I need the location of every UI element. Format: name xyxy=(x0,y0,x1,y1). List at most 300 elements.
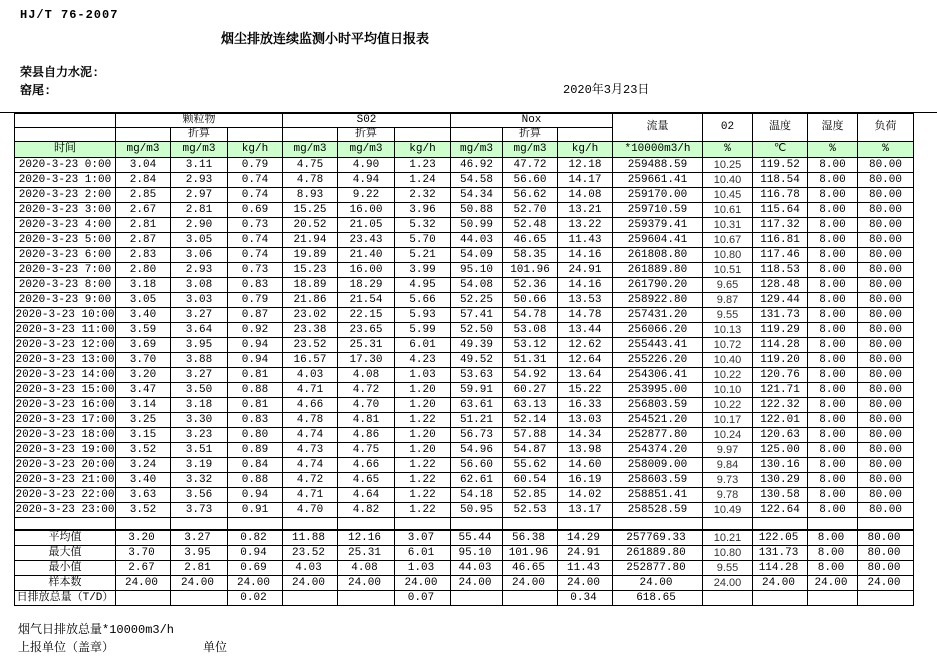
summary-row xyxy=(15,576,914,591)
value-cell: 80.00 xyxy=(858,263,914,278)
value-cell: 0.74 xyxy=(228,248,283,263)
value-cell: 254521.20 xyxy=(613,413,703,428)
company-name: 荣县自力水泥: xyxy=(20,66,100,80)
value-cell: 2.84 xyxy=(116,173,171,188)
pm-unit-mgm3: mg/m3 xyxy=(116,142,171,158)
emission-table xyxy=(14,113,914,606)
value-cell: 0.73 xyxy=(228,263,283,278)
value-cell: 9.65 xyxy=(703,278,753,293)
value-cell: 259661.41 xyxy=(613,173,703,188)
value-cell: 257431.20 xyxy=(613,308,703,323)
hourly-row xyxy=(15,203,914,218)
summary-label-cell: 样本数 xyxy=(15,576,116,591)
value-cell: 53.63 xyxy=(451,368,503,383)
value-cell: 8.00 xyxy=(808,173,858,188)
value-cell xyxy=(338,591,395,606)
value-cell: 46.92 xyxy=(451,158,503,173)
pm-conv-label: 折算 xyxy=(171,128,228,142)
value-cell: 1.22 xyxy=(395,488,451,503)
value-cell: 3.99 xyxy=(395,263,451,278)
value-cell: 0.88 xyxy=(228,383,283,398)
value-cell: 4.08 xyxy=(338,368,395,383)
value-cell: 116.81 xyxy=(753,233,808,248)
standard-code: HJ/T 76-2007 xyxy=(20,8,119,22)
value-cell: 8.00 xyxy=(808,263,858,278)
value-cell: 3.88 xyxy=(171,353,228,368)
value-cell: 24.00 xyxy=(753,576,808,591)
value-cell: 13.22 xyxy=(558,218,613,233)
time-cell: 2020-3-23 13:00 xyxy=(15,354,115,366)
value-cell: 8.00 xyxy=(808,530,858,546)
time-cell: 2020-3-23 14:00 xyxy=(15,369,115,381)
value-cell: 1.20 xyxy=(395,443,451,458)
value-cell: 8.00 xyxy=(808,473,858,488)
value-cell: 24.00 xyxy=(613,576,703,591)
value-cell: 10.61 xyxy=(703,203,753,218)
value-cell: 52.70 xyxy=(503,203,558,218)
empty-cell xyxy=(858,518,914,531)
value-cell: 6.01 xyxy=(395,546,451,561)
value-cell: 3.20 xyxy=(116,530,171,546)
value-cell: 80.00 xyxy=(858,203,914,218)
value-cell: 95.10 xyxy=(451,263,503,278)
group-load: 负荷 xyxy=(858,114,914,142)
value-cell: 8.00 xyxy=(808,561,858,576)
hourly-row xyxy=(15,188,914,203)
group-so2: S02 xyxy=(283,114,451,128)
value-cell: 4.70 xyxy=(283,503,338,518)
value-cell: 10.22 xyxy=(703,368,753,383)
value-cell: 3.06 xyxy=(171,248,228,263)
value-cell: 1.20 xyxy=(395,398,451,413)
value-cell: 3.05 xyxy=(171,233,228,248)
value-cell: 0.74 xyxy=(228,188,283,203)
value-cell: 13.21 xyxy=(558,203,613,218)
value-cell: 55.62 xyxy=(503,458,558,473)
value-cell: 101.96 xyxy=(503,546,558,561)
so2-unit-kgh: kg/h xyxy=(395,142,451,158)
time-cell: 2020-3-23 22:00 xyxy=(15,489,115,501)
value-cell: 5.21 xyxy=(395,248,451,263)
hourly-row xyxy=(15,383,914,398)
value-cell: 18.29 xyxy=(338,278,395,293)
value-cell: 259710.59 xyxy=(613,203,703,218)
value-cell: 24.00 xyxy=(451,576,503,591)
value-cell: 15.22 xyxy=(558,383,613,398)
value-cell: 80.00 xyxy=(858,458,914,473)
value-cell xyxy=(116,591,171,606)
value-cell: 4.94 xyxy=(338,173,395,188)
value-cell: 80.00 xyxy=(858,308,914,323)
group-flow: 流量 xyxy=(613,114,703,142)
value-cell: 4.75 xyxy=(283,158,338,173)
summary-label-cell: 平均值 xyxy=(15,530,116,546)
value-cell: 62.61 xyxy=(451,473,503,488)
value-cell: 12.18 xyxy=(558,158,613,173)
value-cell: 261889.80 xyxy=(613,546,703,561)
time-cell: 2020-3-23 20:00 xyxy=(15,459,115,471)
value-cell: 15.23 xyxy=(283,263,338,278)
value-cell: 0.69 xyxy=(228,203,283,218)
value-cell: 54.08 xyxy=(451,278,503,293)
value-cell: 54.09 xyxy=(451,248,503,263)
value-cell: 118.53 xyxy=(753,263,808,278)
value-cell: 0.02 xyxy=(228,591,283,606)
hourly-row xyxy=(15,398,914,413)
value-cell: 25.31 xyxy=(338,338,395,353)
value-cell: 9.87 xyxy=(703,293,753,308)
value-cell: 10.40 xyxy=(703,173,753,188)
value-cell: 5.66 xyxy=(395,293,451,308)
time-cell: 2020-3-23 21:00 xyxy=(15,474,115,486)
value-cell: 54.58 xyxy=(451,173,503,188)
value-cell: 24.91 xyxy=(558,546,613,561)
value-cell: 24.00 xyxy=(116,576,171,591)
value-cell: 80.00 xyxy=(858,488,914,503)
value-cell: 101.96 xyxy=(503,263,558,278)
summary-label-cell: 最小值 xyxy=(15,561,116,576)
empty-cell xyxy=(808,518,858,531)
value-cell: 3.95 xyxy=(171,546,228,561)
value-cell: 53.12 xyxy=(503,338,558,353)
value-cell: 0.91 xyxy=(228,503,283,518)
value-cell: 8.00 xyxy=(808,398,858,413)
value-cell: 128.48 xyxy=(753,278,808,293)
header-units-row xyxy=(15,142,914,158)
value-cell: 0.84 xyxy=(228,458,283,473)
value-cell: 16.19 xyxy=(558,473,613,488)
value-cell: 3.70 xyxy=(116,546,171,561)
value-cell: 10.10 xyxy=(703,383,753,398)
value-cell: 14.29 xyxy=(558,530,613,546)
value-cell: 3.95 xyxy=(171,338,228,353)
value-cell: 10.24 xyxy=(703,428,753,443)
value-cell: 52.48 xyxy=(503,218,558,233)
value-cell: 12.64 xyxy=(558,353,613,368)
time-cell: 2020-3-23 11:00 xyxy=(15,324,115,336)
value-cell xyxy=(451,591,503,606)
value-cell: 3.63 xyxy=(116,488,171,503)
value-cell: 4.66 xyxy=(283,398,338,413)
value-cell: 0.74 xyxy=(228,173,283,188)
time-cell: 2020-3-23 18:00 xyxy=(15,429,115,441)
value-cell: 11.43 xyxy=(558,233,613,248)
value-cell: 2.81 xyxy=(171,203,228,218)
value-cell: 51.31 xyxy=(503,353,558,368)
value-cell: 130.16 xyxy=(753,458,808,473)
value-cell: 24.00 xyxy=(558,576,613,591)
value-cell: 8.00 xyxy=(808,323,858,338)
value-cell: 63.13 xyxy=(503,398,558,413)
value-cell xyxy=(753,591,808,606)
value-cell: 44.03 xyxy=(451,561,503,576)
value-cell: 4.08 xyxy=(338,561,395,576)
value-cell: 80.00 xyxy=(858,323,914,338)
value-cell: 54.18 xyxy=(451,488,503,503)
empty-cell xyxy=(451,128,503,142)
value-cell: 5.70 xyxy=(395,233,451,248)
value-cell: 0.94 xyxy=(228,546,283,561)
value-cell: 80.00 xyxy=(858,293,914,308)
value-cell: 25.31 xyxy=(338,546,395,561)
value-cell: 52.50 xyxy=(451,323,503,338)
value-cell: 3.64 xyxy=(171,323,228,338)
time-cell: 2020-3-23 4:00 xyxy=(15,218,116,233)
empty-cell xyxy=(395,518,451,531)
value-cell: 52.25 xyxy=(451,293,503,308)
value-cell: 2.81 xyxy=(116,218,171,233)
value-cell: 4.86 xyxy=(338,428,395,443)
value-cell: 54.78 xyxy=(503,308,558,323)
value-cell: 2.93 xyxy=(171,263,228,278)
value-cell: 114.28 xyxy=(753,561,808,576)
value-cell: 0.81 xyxy=(228,368,283,383)
value-cell: 252877.80 xyxy=(613,561,703,576)
value-cell: 618.65 xyxy=(613,591,703,606)
value-cell: 10.31 xyxy=(703,218,753,233)
humidity-unit: % xyxy=(808,142,858,158)
value-cell: 0.07 xyxy=(395,591,451,606)
value-cell: 3.73 xyxy=(171,503,228,518)
value-cell: 23.52 xyxy=(283,338,338,353)
load-unit: % xyxy=(858,142,914,158)
hourly-row xyxy=(15,293,914,308)
value-cell: 258922.80 xyxy=(613,293,703,308)
time-cell: 2020-3-23 3:00 xyxy=(15,203,116,218)
value-cell: 47.72 xyxy=(503,158,558,173)
hourly-row xyxy=(15,353,914,368)
time-cell: 2020-3-23 8:00 xyxy=(15,278,116,293)
value-cell: 80.00 xyxy=(858,278,914,293)
value-cell xyxy=(503,591,558,606)
reporting-unit-label: 上报单位（盖章） xyxy=(18,641,115,655)
value-cell: 14.08 xyxy=(558,188,613,203)
time-cell: 2020-3-23 12:00 xyxy=(15,339,115,351)
value-cell: 52.36 xyxy=(503,278,558,293)
value-cell: 19.89 xyxy=(283,248,338,263)
value-cell: 4.95 xyxy=(395,278,451,293)
value-cell: 21.94 xyxy=(283,233,338,248)
value-cell: 8.93 xyxy=(283,188,338,203)
value-cell: 8.00 xyxy=(808,383,858,398)
time-cell: 2020-3-23 16:00 xyxy=(15,399,115,411)
value-cell: 3.70 xyxy=(116,353,171,368)
value-cell: 80.00 xyxy=(858,158,914,173)
value-cell: 3.40 xyxy=(116,308,171,323)
empty-cell xyxy=(283,518,338,531)
value-cell: 8.00 xyxy=(808,353,858,368)
value-cell: 56.60 xyxy=(503,173,558,188)
value-cell: 10.21 xyxy=(703,530,753,546)
value-cell: 10.22 xyxy=(703,398,753,413)
value-cell: 23.65 xyxy=(338,323,395,338)
value-cell: 2.87 xyxy=(116,233,171,248)
empty-cell xyxy=(15,128,116,142)
value-cell: 0.94 xyxy=(228,488,283,503)
value-cell: 80.00 xyxy=(858,473,914,488)
value-cell: 14.16 xyxy=(558,248,613,263)
value-cell: 8.00 xyxy=(808,413,858,428)
value-cell: 57.41 xyxy=(451,308,503,323)
value-cell: 117.32 xyxy=(753,218,808,233)
value-cell: 10.80 xyxy=(703,248,753,263)
group-temperature: 温度 xyxy=(753,114,808,142)
empty-cell xyxy=(228,128,283,142)
value-cell: 254374.20 xyxy=(613,443,703,458)
empty-cell xyxy=(451,518,503,531)
value-cell: 4.75 xyxy=(338,443,395,458)
value-cell: 21.86 xyxy=(283,293,338,308)
value-cell: 13.44 xyxy=(558,323,613,338)
value-cell: 5.32 xyxy=(395,218,451,233)
value-cell: 80.00 xyxy=(858,173,914,188)
value-cell: 0.79 xyxy=(228,158,283,173)
value-cell: 11.88 xyxy=(283,530,338,546)
value-cell: 14.60 xyxy=(558,458,613,473)
value-cell: 10.67 xyxy=(703,233,753,248)
value-cell: 0.79 xyxy=(228,293,283,308)
value-cell: 258851.41 xyxy=(613,488,703,503)
hourly-row xyxy=(15,368,914,383)
monitor-location: 窑尾: xyxy=(20,84,52,98)
empty-cell xyxy=(15,114,116,128)
value-cell: 8.00 xyxy=(808,278,858,293)
value-cell: 2.90 xyxy=(171,218,228,233)
value-cell: 4.74 xyxy=(283,428,338,443)
summary-label-cell: 最大值 xyxy=(15,546,116,561)
value-cell: 2.67 xyxy=(116,203,171,218)
summary-row xyxy=(15,591,914,606)
value-cell: 8.00 xyxy=(808,308,858,323)
page-title: 烟尘排放连续监测小时平均值日报表 xyxy=(220,32,429,47)
value-cell: 3.14 xyxy=(116,398,171,413)
value-cell: 13.53 xyxy=(558,293,613,308)
value-cell: 14.02 xyxy=(558,488,613,503)
value-cell: 53.08 xyxy=(503,323,558,338)
value-cell: 4.64 xyxy=(338,488,395,503)
value-cell: 3.52 xyxy=(116,503,171,518)
value-cell: 10.72 xyxy=(703,338,753,353)
value-cell: 9.55 xyxy=(703,561,753,576)
value-cell: 0.94 xyxy=(228,338,283,353)
empty-cell xyxy=(15,518,116,531)
value-cell: 261790.20 xyxy=(613,278,703,293)
value-cell: 13.98 xyxy=(558,443,613,458)
value-cell: 13.64 xyxy=(558,368,613,383)
value-cell: 80.00 xyxy=(858,546,914,561)
value-cell: 3.18 xyxy=(116,278,171,293)
value-cell: 4.71 xyxy=(283,383,338,398)
value-cell: 261808.80 xyxy=(613,248,703,263)
value-cell: 3.52 xyxy=(116,443,171,458)
group-humidity: 湿度 xyxy=(808,114,858,142)
time-cell: 2020-3-23 1:00 xyxy=(15,173,116,188)
value-cell: 120.76 xyxy=(753,368,808,383)
value-cell: 259379.41 xyxy=(613,218,703,233)
value-cell: 3.24 xyxy=(116,458,171,473)
value-cell: 9.22 xyxy=(338,188,395,203)
value-cell: 4.90 xyxy=(338,158,395,173)
summary-label-cell: 日排放总量（T/D） xyxy=(15,591,116,606)
value-cell: 6.01 xyxy=(395,338,451,353)
group-o2: 02 xyxy=(703,114,753,142)
value-cell: 253995.00 xyxy=(613,383,703,398)
time-cell: 2020-3-23 23:00 xyxy=(15,504,115,516)
unit-label: 单位 xyxy=(203,641,228,655)
nox-conv-unit-mgm3: mg/m3 xyxy=(503,142,558,158)
value-cell: 0.94 xyxy=(228,353,283,368)
hourly-row xyxy=(15,308,914,323)
value-cell: 80.00 xyxy=(858,398,914,413)
value-cell: 2.67 xyxy=(116,561,171,576)
hourly-row xyxy=(15,218,914,233)
value-cell: 80.00 xyxy=(858,188,914,203)
value-cell: 3.20 xyxy=(116,368,171,383)
value-cell: 116.78 xyxy=(753,188,808,203)
value-cell: 3.05 xyxy=(116,293,171,308)
hourly-row xyxy=(15,428,914,443)
value-cell: 44.03 xyxy=(451,233,503,248)
value-cell: 52.14 xyxy=(503,413,558,428)
value-cell: 80.00 xyxy=(858,248,914,263)
value-cell: 1.20 xyxy=(395,428,451,443)
value-cell: 255226.20 xyxy=(613,353,703,368)
value-cell: 0.81 xyxy=(228,398,283,413)
value-cell: 80.00 xyxy=(858,530,914,546)
value-cell: 125.00 xyxy=(753,443,808,458)
value-cell: 60.54 xyxy=(503,473,558,488)
so2-unit-mgm3: mg/m3 xyxy=(283,142,338,158)
value-cell: 24.00 xyxy=(338,576,395,591)
empty-cell xyxy=(558,518,613,531)
value-cell: 3.96 xyxy=(395,203,451,218)
value-cell: 4.73 xyxy=(283,443,338,458)
value-cell: 80.00 xyxy=(858,233,914,248)
value-cell: 21.54 xyxy=(338,293,395,308)
value-cell: 3.59 xyxy=(116,323,171,338)
value-cell: 8.00 xyxy=(808,503,858,518)
value-cell: 80.00 xyxy=(858,218,914,233)
hourly-row xyxy=(15,158,914,173)
value-cell: 8.00 xyxy=(808,368,858,383)
value-cell: 57.88 xyxy=(503,428,558,443)
value-cell: 80.00 xyxy=(858,353,914,368)
value-cell: 3.27 xyxy=(171,308,228,323)
value-cell: 1.24 xyxy=(395,173,451,188)
value-cell: 129.44 xyxy=(753,293,808,308)
value-cell: 10.17 xyxy=(703,413,753,428)
value-cell: 54.96 xyxy=(451,443,503,458)
hourly-row xyxy=(15,473,914,488)
value-cell: 3.27 xyxy=(171,368,228,383)
empty-cell xyxy=(503,518,558,531)
value-cell: 3.18 xyxy=(171,398,228,413)
value-cell: 16.00 xyxy=(338,263,395,278)
group-nox: Nox xyxy=(451,114,613,128)
value-cell: 261889.80 xyxy=(613,263,703,278)
value-cell: 56.60 xyxy=(451,458,503,473)
value-cell: 130.58 xyxy=(753,488,808,503)
flow-unit: *10000m3/h xyxy=(613,142,703,158)
value-cell: 80.00 xyxy=(858,368,914,383)
pm-unit-kgh: kg/h xyxy=(228,142,283,158)
value-cell: 80.00 xyxy=(858,383,914,398)
so2-conv-unit-mgm3: mg/m3 xyxy=(338,142,395,158)
value-cell: 80.00 xyxy=(858,428,914,443)
value-cell: 3.15 xyxy=(116,428,171,443)
hourly-row xyxy=(15,413,914,428)
value-cell: 2.93 xyxy=(171,173,228,188)
